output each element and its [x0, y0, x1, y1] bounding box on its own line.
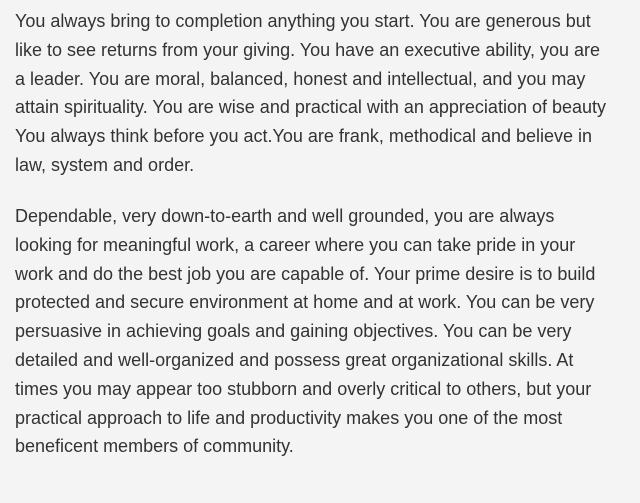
- paragraph-2: [15, 202, 595, 461]
- paragraph-1-line: You always bring to completion anything you start. You are generous but: [15, 11, 591, 31]
- paragraph-2-line: persuasive in achieving goals and gaining objectives. You can be very: [15, 321, 572, 342]
- paragraph-1-line: law, system and order.: [15, 154, 195, 175]
- paragraph-1-line: a leader. You are moral, balanced, honest and intellectual, and you may: [15, 68, 586, 89]
- paragraph-2-line: beneficent members of community.: [15, 436, 294, 457]
- paragraph-2-line: Dependable, very down-to-earth and well grounded, you are always: [15, 206, 555, 226]
- paragraph-2-line: looking for meaningful work, a career where you can take pride in your: [15, 234, 576, 255]
- paragraph-1-line: You always think before you act.You are frank, methodical and believe in: [15, 126, 593, 147]
- paragraph-2-line: times you may appear too stubborn and overly critical to others, but your: [15, 378, 592, 399]
- paragraph-2-line: practical approach to life and productivity makes you one of the most: [15, 407, 563, 428]
- paragraph-1-line: like to see returns from your giving. You have an executive ability, you are: [15, 39, 600, 60]
- paragraph-1: [15, 7, 606, 180]
- paragraph-1-line: attain spirituality. You are wise and practical with an appreciation of beauty: [15, 97, 607, 118]
- paragraph-2-line: work and do the best job you are capable of. Your prime desire is to build: [15, 263, 596, 284]
- paragraph-2-line: protected and secure environment at home and at work. You can be very: [15, 292, 595, 313]
- paragraph-2-line: detailed and well-organized and possess great organizational skills. At: [15, 349, 574, 370]
